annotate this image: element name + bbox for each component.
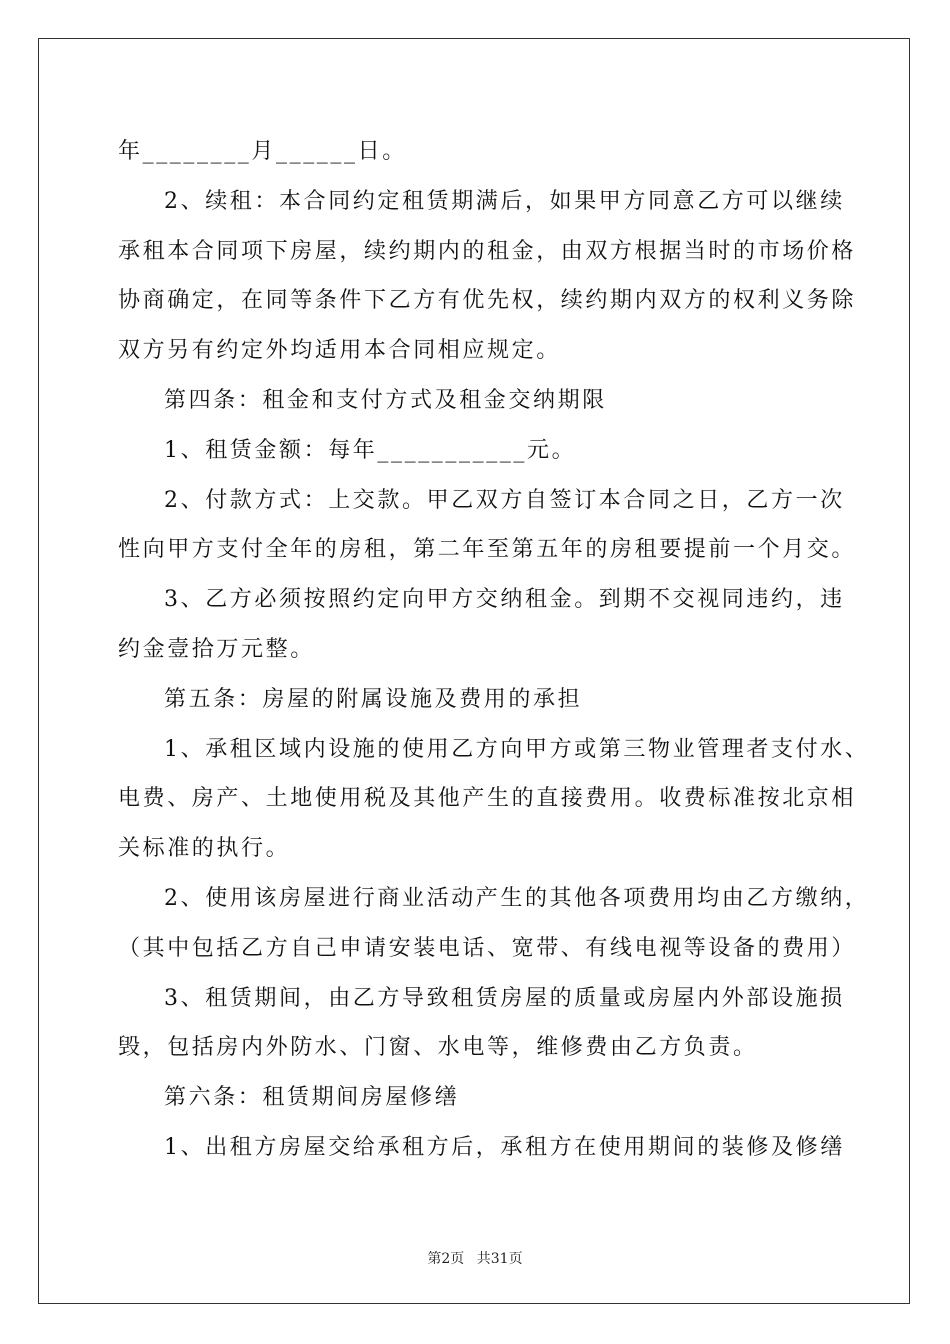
- document-body: [118, 127, 870, 1173]
- text-line: （其中包括乙方自己申请安装电话、宽带、有线电视等设备的费用）: [118, 935, 857, 961]
- text-line: 协商确定，在同等条件下乙方有优先权，续约期内双方的权利义务除: [118, 288, 857, 314]
- text-line: 毁，包括房内外防水、门窗、水电等，维修费由乙方负责。: [118, 1035, 758, 1061]
- text-line: 电费、房产、土地使用税及其他产生的直接费用。收费标准按北京相: [118, 786, 857, 812]
- page-footer: [0, 1248, 950, 1268]
- page-number: 第2页: [427, 1251, 465, 1267]
- text-line: 2、续租：本合同约定租赁期满后，如果甲方同意乙方可以继续: [164, 188, 845, 214]
- section-heading: 第四条：租金和支付方式及租金交纳期限: [164, 387, 607, 413]
- text-line: 1、承租区域内设施的使用乙方向甲方或第三物业管理者支付水、: [164, 736, 870, 762]
- text-line: 3、租赁期间，由乙方导致租赁房屋的质量或房屋内外部设施损: [164, 985, 845, 1011]
- section-heading: 第五条：房屋的附属设施及费用的承担: [164, 686, 583, 712]
- text-line: 性向甲方支付全年的房租，第二年至第五年的房租要提前一个月交。: [118, 537, 857, 563]
- text-line: 2、付款方式：上交款。甲乙双方自签订本合同之日，乙方一次: [164, 487, 845, 513]
- total-pages: 共31页: [476, 1251, 523, 1267]
- text-line: 年________月______日。: [118, 139, 407, 164]
- text-line: 1、租赁金额：每年___________元。: [164, 437, 577, 463]
- section-heading: 第六条：租赁期间房屋修缮: [164, 1085, 460, 1111]
- text-line: 2、使用该房屋进行商业活动产生的其他各项费用均由乙方缴纳，: [164, 885, 870, 911]
- text-line: 约金壹拾万元整。: [118, 636, 315, 662]
- text-line: 承租本合同项下房屋，续约期内的租金，由双方根据当时的市场价格: [118, 238, 857, 264]
- text-line: 双方另有约定外均适用本合同相应规定。: [118, 338, 561, 364]
- text-line: 3、乙方必须按照约定向甲方交纳租金。到期不交视同违约，违: [164, 587, 845, 613]
- text-line: 关标准的执行。: [118, 836, 291, 862]
- text-line: 1、出租方房屋交给承租方后，承租方在使用期间的装修及修缮: [164, 1134, 845, 1160]
